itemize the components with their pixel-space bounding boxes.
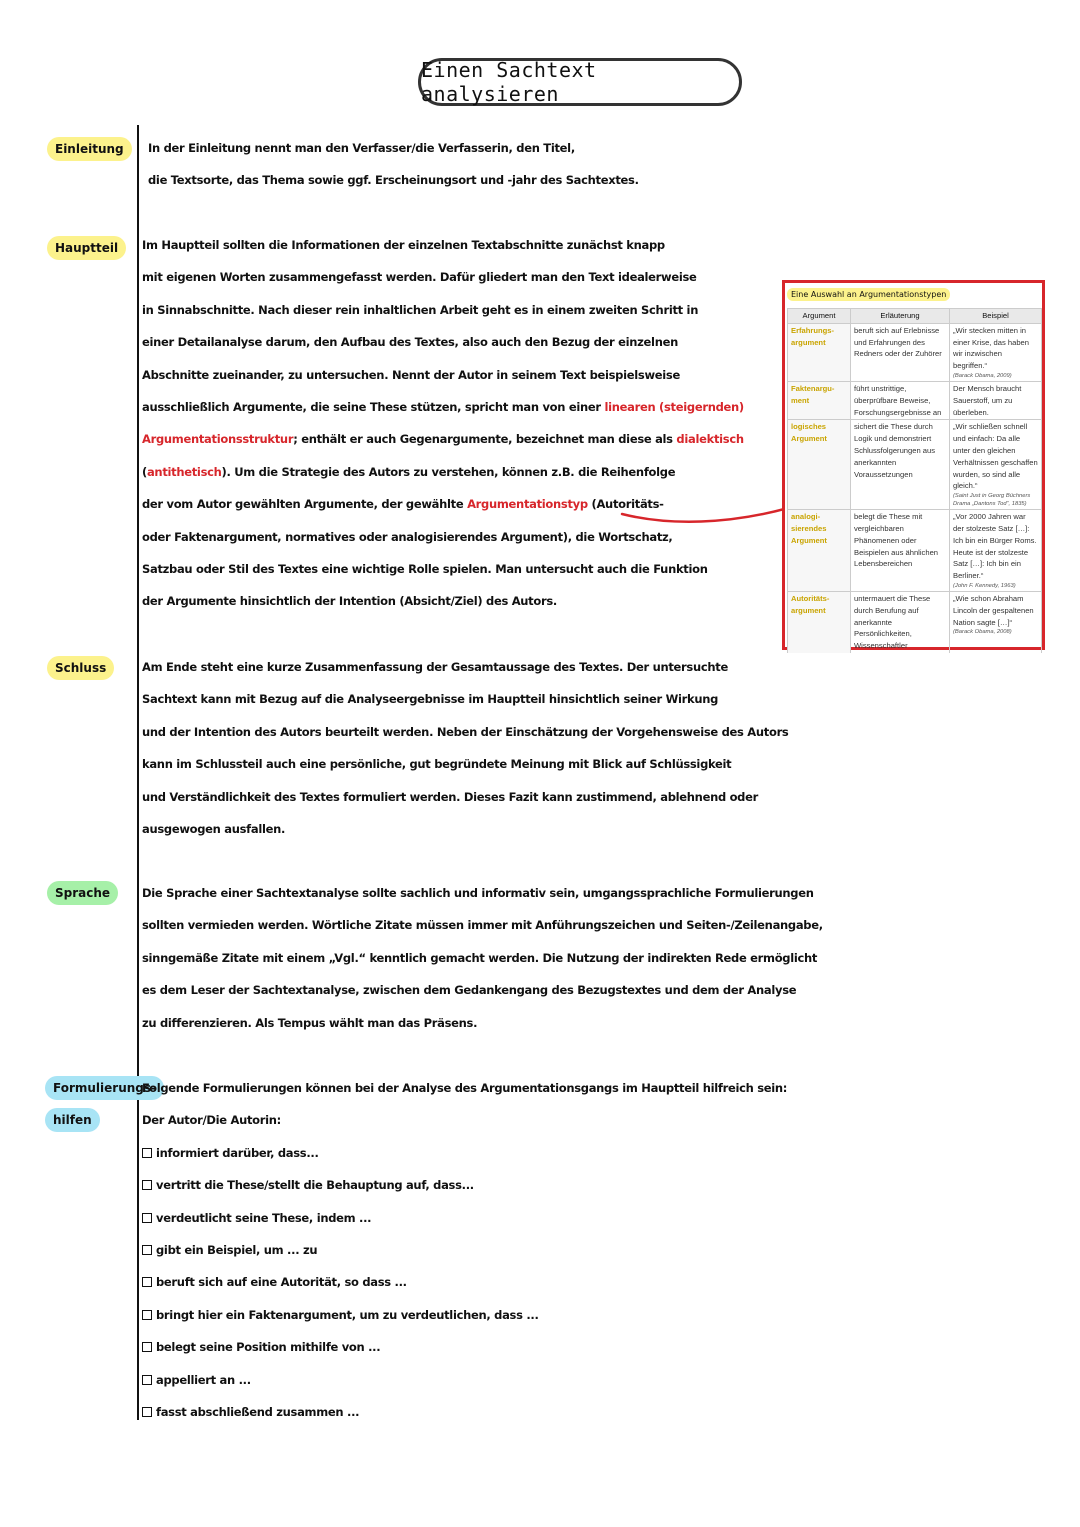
text-line: Im Hauptteil sollten die Informationen der einzelnen Textabschnitte zunächst knapp <box>142 238 665 252</box>
text-line: und der Intention des Autors beurteilt werden. Neben der Einschätzung der Vorgehensweise des Autors <box>142 724 789 739</box>
table-row <box>788 591 1042 652</box>
text-line: einer Detailanalyse darum, den Aufbau des Textes, also auch den Bezug der einzelnen <box>142 335 678 350</box>
check-item-text: bringt hier ein Faktenargument, um zu verdeutlichen, dass ... <box>156 1307 539 1322</box>
checkbox-icon <box>142 1375 152 1385</box>
sprache-text <box>142 877 823 1039</box>
check-item <box>142 1299 787 1331</box>
check-item <box>142 1137 787 1169</box>
argument-example-cell <box>950 510 1042 592</box>
connector-line <box>620 500 790 530</box>
check-item-text: vertritt die These/stellt die Behauptung auf, dass... <box>156 1178 474 1193</box>
checkbox-icon <box>142 1407 152 1417</box>
table-row <box>788 323 1042 381</box>
formulierung-list <box>142 1072 787 1428</box>
argument-example-cell <box>950 381 1042 419</box>
text-line: Die Sprache einer Sachtextanalyse sollte sachlich und informativ sein, umgangssprachliche Formulierungen <box>142 886 814 900</box>
text-line: sinngemäße Zitate mit einem „Vgl.“ kenntlich gemacht werden. Die Nutzung der indirekten Rede ermöglicht <box>142 950 818 965</box>
check-item <box>142 1396 787 1428</box>
check-item <box>142 1202 787 1234</box>
argument-name: analogi-sierendes Argument <box>788 510 851 592</box>
schluss-text <box>142 651 788 845</box>
table-header-row <box>788 309 1042 324</box>
margin-line <box>137 125 139 1420</box>
example-source: (Saint Just in Georg Büchners Drama „Dantons Tod“, 1835) <box>953 493 1031 508</box>
argument-example: Der Mensch braucht Sauerstoff, um zu überleben. <box>953 383 1022 417</box>
key-term: Argumentationsstruktur <box>142 432 294 447</box>
text-line: es dem Leser der Sachtextanalyse, zwischen dem Gedankengang des Bezugstextes und dem der Analyse <box>142 983 797 998</box>
text-line: kann im Schlussteil auch eine persönliche, gut begründete Meinung mit Blick auf Schlüssigkeit <box>142 757 732 772</box>
text-line: der Argumente hinsichtlich der Intention (Absicht/Ziel) des Autors. <box>142 594 557 609</box>
argument-explanation: führt unstrittige, überprüfbare Beweise, Forschungsergebnisse an <box>851 381 950 419</box>
text-line: die Textsorte, das Thema sowie ggf. Erscheinungsort und -jahr des Sachtextes. <box>148 173 639 188</box>
argument-table-title: Eine Auswahl an Argumentationstypen <box>787 288 950 301</box>
argument-explanation: beruft sich auf Erlebnisse und Erfahrungen des Redners oder der Zuhörer <box>851 323 950 381</box>
argument-explanation: belegt die These mit vergleichbaren Phänomenen oder Beispielen aus ähnlichen Lebensbereichen <box>851 510 950 592</box>
check-item <box>142 1331 787 1363</box>
text-line: Am Ende steht eine kurze Zusammenfassung der Gesamtaussage des Textes. Der untersuchte <box>142 660 728 674</box>
text-line: sollten vermieden werden. Wörtliche Zitate müssen immer mit Anführungszeichen und Seiten-/Zeilenangabe, <box>142 918 823 933</box>
text-line: Abschnitte zueinander, zu untersuchen. Nennt der Autor in seinem Text beispielsweise <box>142 367 680 382</box>
check-item-text: verdeutlicht seine These, indem ... <box>156 1210 372 1225</box>
check-item-text: gibt ein Beispiel, um ... zu <box>156 1242 318 1257</box>
table-row <box>788 381 1042 419</box>
check-item <box>142 1266 787 1298</box>
argument-example-cell <box>950 420 1042 510</box>
text-line: und Verständlichkeit des Textes formuliert werden. Dieses Fazit kann zustimmend, ablehnend oder <box>142 789 758 804</box>
check-item-text: belegt seine Position mithilfe von ... <box>156 1340 381 1355</box>
label-sprache: Sprache <box>47 881 118 905</box>
table-row <box>788 510 1042 592</box>
example-source: (Barack Obama, 2009) <box>953 372 1012 379</box>
argument-example: „Vor 2000 Jahren war der stolzeste Satz […]: Ich bin ein Bürger Roms. Heute ist der stolzeste Satz […]: Ich bin ein Berliner.“ <box>953 512 1037 581</box>
text-line: ausschließlich Argumente, die seine These stützen, spricht man von einer linearen (steigernden) <box>142 399 744 414</box>
example-source: (John F. Kennedy, 1963) <box>953 582 1016 589</box>
check-item <box>142 1234 787 1266</box>
argument-types-box <box>782 280 1045 650</box>
argument-example: „Wir schließen schnell und einfach: Da alle unter den gleichen Verhältnissen geschaffen wurden, so sind alle gleich.“ <box>953 422 1038 491</box>
text-line: in Sinnabschnitte. Nach dieser rein inhaltlichen Arbeit geht es in einem zweiten Schritt in <box>142 302 699 317</box>
argument-example: „Wir stecken mitten in einer Krise, das haben wir inzwischen begriffen.“ <box>953 325 1029 371</box>
argument-example-cell <box>950 323 1042 381</box>
label-einleitung: Einleitung <box>47 137 132 161</box>
key-term: antithetisch <box>146 464 222 479</box>
text-line: zu differenzieren. Als Tempus wählt man das Präsens. <box>142 1015 478 1030</box>
text-line: oder Faktenargument, normatives oder analogisierendes Argument), die Wortschatz, <box>142 529 673 544</box>
einleitung-text <box>148 132 639 197</box>
text-line: der vom Autor gewählten Argumente, der gewählte Argumentationstyp (Autoritäts- <box>142 497 664 512</box>
checkbox-icon <box>142 1245 152 1255</box>
argument-table <box>787 308 1042 653</box>
check-item <box>142 1364 787 1396</box>
text-line: mit eigenen Worten zusammengefasst werden. Dafür gliedert man den Text idealerweise <box>142 270 697 285</box>
label-formulierungshilfen-1: Formulierungs- <box>45 1076 164 1100</box>
text-line: Argumentationsstruktur; enthält er auch Gegenargumente, bezeichnet man diese als dialektisch <box>142 432 744 447</box>
column-header: Erläuterung <box>851 309 950 324</box>
page-title: Einen Sachtext analysieren <box>418 58 742 106</box>
check-item <box>142 1169 787 1201</box>
check-item-text: fasst abschließend zusammen ... <box>156 1404 360 1419</box>
argument-name: Erfahrungs-argument <box>788 323 851 381</box>
table-row <box>788 420 1042 510</box>
text-line: Der Autor/Die Autorin: <box>142 1113 281 1128</box>
label-hauptteil: Hauptteil <box>47 236 126 260</box>
text-line: ausgewogen ausfallen. <box>142 821 286 836</box>
check-item-text: beruft sich auf eine Autorität, so dass ... <box>156 1275 407 1290</box>
checkbox-icon <box>142 1180 152 1190</box>
argument-name: Autoritäts-argument <box>788 591 851 652</box>
check-item-text: appelliert an ... <box>156 1372 251 1387</box>
text-line: Satzbau oder Stil des Textes eine wichtige Rolle spielen. Man untersucht auch die Funktion <box>142 561 708 576</box>
argument-explanation: untermauert die These durch Berufung auf anerkannte Persönlichkeiten, Wissenschaftler <box>851 591 950 652</box>
hauptteil-text <box>142 229 744 618</box>
checkbox-icon <box>142 1148 152 1158</box>
check-item-text: informiert darüber, dass... <box>156 1145 319 1160</box>
column-header: Argument <box>788 309 851 324</box>
argument-example-cell <box>950 591 1042 652</box>
example-source: (Barack Obama, 2008) <box>953 629 1012 636</box>
checkbox-icon <box>142 1342 152 1352</box>
argument-name: logisches Argument <box>788 420 851 510</box>
text-line: Folgende Formulierungen können bei der Analyse des Argumentationsgangs im Hauptteil hilfreich sein: <box>142 1081 788 1095</box>
checkbox-icon <box>142 1213 152 1223</box>
argument-example: „Wie schon Abraham Lincoln der gespaltenen Nation sagte […]“ <box>953 593 1034 627</box>
key-term: Argumentationstyp <box>467 497 588 512</box>
checkbox-icon <box>142 1310 152 1320</box>
checkbox-icon <box>142 1277 152 1287</box>
column-header: Beispiel <box>950 309 1042 324</box>
argument-explanation: sichert die These durch Logik und demonstriert Schlussfolgerungen aus anerkannten Voraussetzungen <box>851 420 950 510</box>
text-line: In der Einleitung nennt man den Verfasser/die Verfasserin, den Titel, <box>148 141 575 155</box>
argument-name: Faktenargu-ment <box>788 381 851 419</box>
key-term: linearen (steigernden) <box>604 399 744 414</box>
text-line: Sachtext kann mit Bezug auf die Analyseergebnisse im Hauptteil hinsichtlich seiner Wirkung <box>142 692 719 707</box>
label-schluss: Schluss <box>47 656 114 680</box>
key-term: dialektisch <box>676 432 744 447</box>
text-line: (antithetisch). Um die Strategie des Autors zu verstehen, können z.B. die Reihenfolge <box>142 464 676 479</box>
label-formulierungshilfen-2: hilfen <box>45 1108 100 1132</box>
